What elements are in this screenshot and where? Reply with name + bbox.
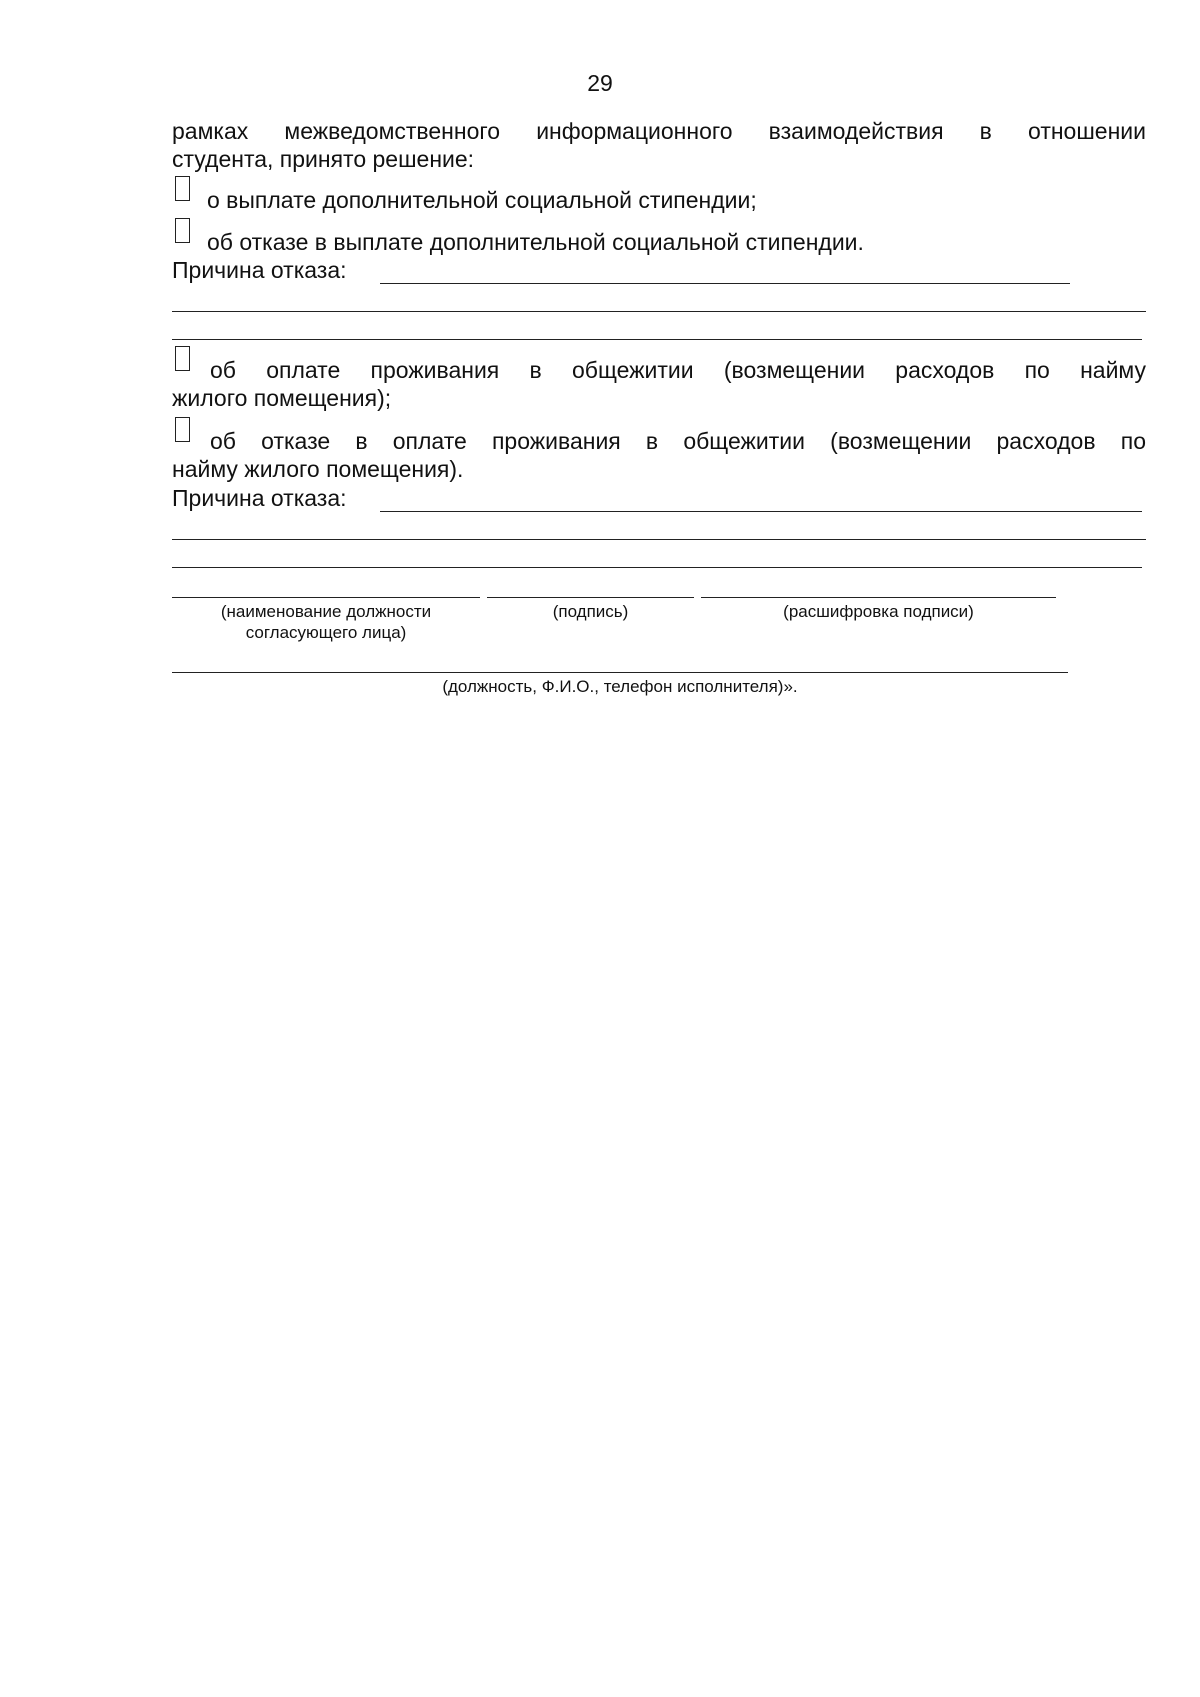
refusal-reason-line-1[interactable] — [380, 283, 1070, 284]
refusal-reason-label-2: Причина отказа: — [172, 485, 347, 511]
executor-line[interactable] — [172, 672, 1068, 673]
refusal-reason-label-1: Причина отказа: — [172, 257, 347, 283]
executor-caption: (должность, Ф.И.О., телефон исполнителя)». — [442, 677, 798, 696]
checkbox-refuse-dorm[interactable] — [175, 417, 190, 442]
intro-line-2: студента, принято решение: — [172, 146, 475, 172]
caption-decoding: (расшифровка подписи) — [783, 602, 974, 621]
option-pay-dorm-line-2: жилого помещения); — [172, 385, 392, 411]
option-pay-dorm-line-1: об оплате проживания в общежитии (возмещении расходов по найму — [210, 357, 1146, 383]
refusal-reason-line-5[interactable] — [172, 539, 1146, 540]
option-pay-stipend: о выплате дополнительной социальной стипендии; — [207, 187, 757, 213]
refusal-reason-line-3[interactable] — [172, 339, 1142, 340]
checkbox-refuse-stipend[interactable] — [175, 218, 190, 243]
caption-position — [172, 601, 480, 643]
intro-line-1: рамках межведомственного информационного взаимодействия в отношении — [172, 118, 1146, 144]
refusal-reason-line-6[interactable] — [172, 567, 1142, 568]
option-refuse-dorm-line-2: найму жилого помещения). — [172, 456, 464, 482]
option-refuse-stipend: об отказе в выплате дополнительной социальной стипендии. — [207, 229, 864, 255]
option-refuse-dorm-line-1: об отказе в оплате проживания в общежитии (возмещении расходов по — [210, 428, 1146, 454]
signature-position-line[interactable] — [172, 597, 480, 598]
caption-position-line-2: согласующего лица) — [245, 623, 407, 642]
checkbox-pay-dorm[interactable] — [175, 346, 190, 371]
caption-position-line-1: (наименование должности — [220, 602, 432, 621]
caption-signature: (подпись) — [552, 602, 629, 621]
refusal-reason-line-4[interactable] — [380, 511, 1142, 512]
signature-decoding-line[interactable] — [701, 597, 1056, 598]
page-number: 29 — [587, 70, 613, 96]
checkbox-pay-stipend[interactable] — [175, 176, 190, 201]
signature-line[interactable] — [487, 597, 694, 598]
refusal-reason-line-2[interactable] — [172, 311, 1146, 312]
